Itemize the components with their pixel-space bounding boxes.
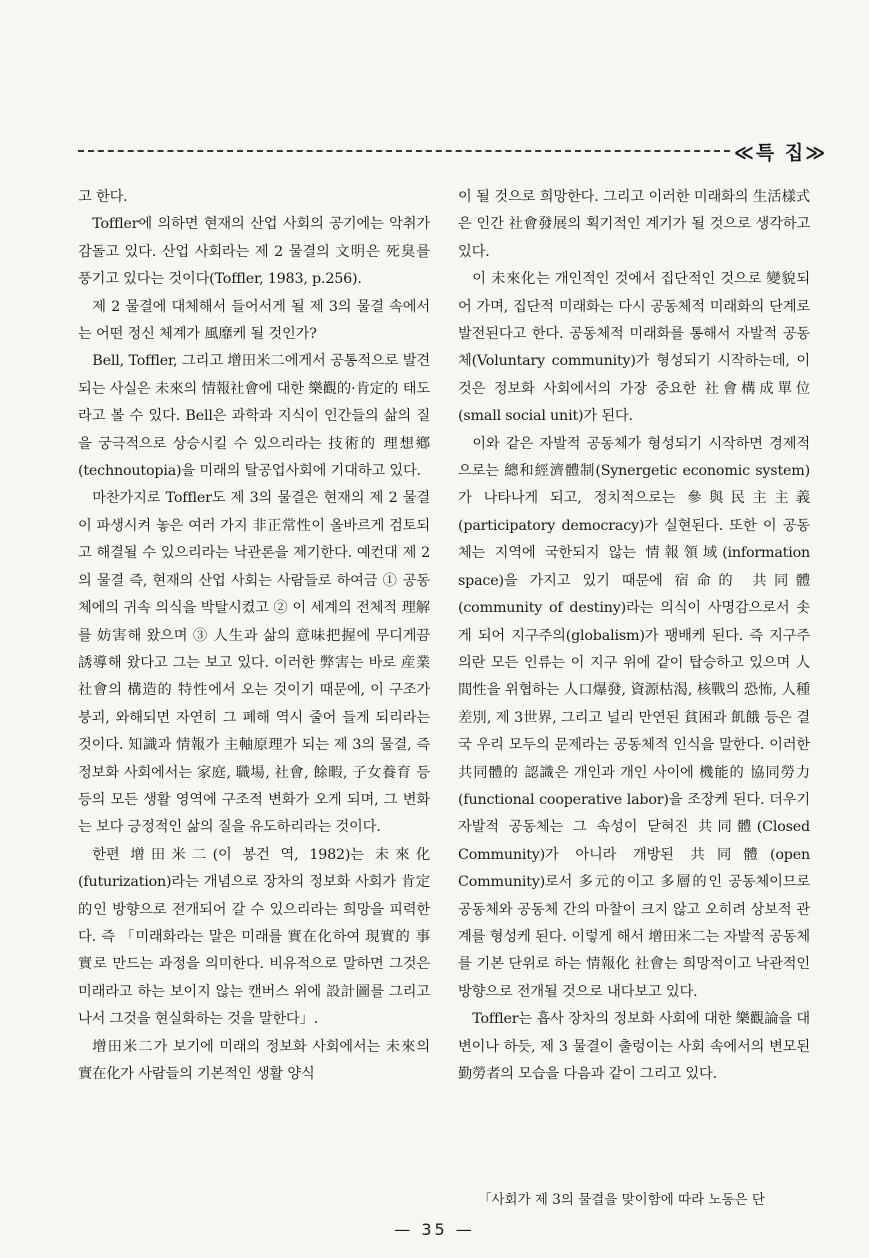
left-column [78, 184, 430, 1088]
paragraph: 한편 增田米二(이 봉건 역, 1982)는 未來化(futurization)라는 개념으로 장차의 정보화 사회가 肯定的인 방향으로 전개되어 갈 수 있으리라는 희망을 피력한다. 즉 「미래화라는 말은 미래를 實在化하여 現實的 事實로 만드는 과정을 의미한다. 비유적으로 말하면 그것은 미래라고 하는 보이지 않는 캔버스 위에 設計圖를 그리고 나서 그것을 현실화하는 것을 말한다」. [78, 846, 430, 1028]
block-quote-start: 「사회가 제 3의 물결을 맞이함에 따라 노동은 단 [478, 1192, 765, 1208]
paragraph: 제 2 물결에 대체해서 들어서게 될 제 3의 물결 속에서는 어떤 정신 체계가 風靡케 될 것인가? [78, 298, 430, 343]
header-dashed-rule [78, 150, 730, 152]
page-number: — 35 — [394, 1220, 475, 1239]
paragraph: Toffler는 흡사 장차의 정보화 사회에 대한 樂觀論을 대변이나 하듯, 제 3 물결이 출렁이는 사회 속에서의 변모된 勤勞者의 모습을 다음과 같이 그리고 있다. [458, 1011, 810, 1082]
paragraph: 이와 같은 자발적 공동체가 형성되기 시작하면 경제적으로는 總和經濟體制(Synergetic economic system)가 나타나게 되고, 정치적으로는 參與民主主義(participatory democracy)가 실현된다. 또한 이 공동체는 지역에 국한되지 않는 情報領域(information space)을 가지고 있기 때문에 宿命的 共同體(community of destiny)라는 의식이 사명감으로서 솟게 되어 지구주의(globalism)가 팽배케 된다. 즉 지구주의란 모든 인류는 이 지구 위에 같이 탑승하고 있으며 人間性을 위협하는 人口爆發, 資源枯渴, 核戰의 恐怖, 人種差別, 제 3世界, 그리고 널리 만연된 貧困과 飢餓 등은 결국 우리 모두의 문제라는 공동체적 인식을 말한다. 이러한 共同體的 認識은 개인과 개인 사이에 機能的 協同勞力(functional cooperative labor)을 조장케 된다. 더우기 자발적 공동체는 그 속성이 닫혀진 共同體(Closed Community)가 아니라 개방된 共同體(open Community)로서 多元的이고 多層的인 공동체이므로 공동체와 공동체 간의 마찰이 크지 않고 오히려 상보적 관계를 형성케 된다. 이렇게 해서 增田米二는 자발적 공동체를 기본 단위로 하는 情報化 社會는 희망적이고 낙관적인 방향으로 전개될 것으로 내다보고 있다. [458, 435, 810, 1000]
paragraph: 마찬가지로 Toffler도 제 3의 물결은 현재의 제 2 물결이 파생시켜 놓은 여러 가지 非正常性이 올바르게 검토되고 해결될 수 있으리라는 낙관론을 제기한다. 예컨대 제 2의 물결 즉, 현재의 산업 사회는 사람들로 하여금 ① 공동체에의 귀속 의식을 박탈시켰고 ② 이 세계의 전체적 理解를 妨害해 왔으며 ③ 人生과 삶의 意味把握에 무디게끔 誘導해 왔다고 그는 보고 있다. 이러한 弊害는 바로 産業社會의 構造的 特性에서 오는 것이기 때문에, 이 구조가 붕괴, 와해되면 자연히 그 폐해 역시 줄어 들게 되리라는 것이다. 知識과 情報가 主軸原理가 되는 제 3의 물결, 즉 정보화 사회에서는 家庭, 職場, 社會, 餘暇, 子女養育 등등의 모든 생활 영역에 구조적 변화가 오게 되며, 그 변화는 보다 긍정적인 삶의 질을 유도하리라는 것이다. [78, 490, 430, 836]
paragraph: 이 될 것으로 희망한다. 그리고 이러한 미래화의 生活樣式은 인간 社會發展의 획기적인 계기가 될 것으로 생각하고 있다. [458, 189, 810, 260]
paragraph: 增田米二가 보기에 미래의 정보화 사회에서는 未來의 實在化가 사람들의 기본적인 생활 양식 [78, 1038, 430, 1082]
paragraph: 고 한다. [78, 189, 128, 205]
paragraph: Toffler에 의하면 현재의 산업 사회의 공기에는 악취가 감돌고 있다. 산업 사회라는 제 2 물결의 文明은 死臭를 풍기고 있다는 것이다(Toffler, 1983, p.256). [78, 216, 430, 288]
paragraph: Bell, Toffler, 그리고 增田米二에게서 공통적으로 발견되는 사실은 未來의 情報社會에 대한 樂觀的·肯定的 태도라고 볼 수 있다. Bell은 과학과 지식이 인간들의 삶의 질을 궁극적으로 상승시킬 수 있으리라는 技術的 理想鄕(technoutopia)을 미래의 탈공업사회에 기대하고 있다. [78, 353, 430, 480]
paragraph: 이 未來化는 개인적인 것에서 집단적인 것으로 變貌되어 가며, 집단적 미래화는 다시 공동체적 미래화의 단계로 발전된다고 한다. 공동체적 미래화를 통해서 자발적 공동체(Voluntary community)가 형성되기 시작하는데, 이것은 정보화 사회에서의 가장 중요한 社會構成單位(small social unit)가 된다. [458, 271, 810, 425]
right-column [458, 184, 810, 1088]
section-tag: ≪특 집≫ [734, 142, 828, 164]
